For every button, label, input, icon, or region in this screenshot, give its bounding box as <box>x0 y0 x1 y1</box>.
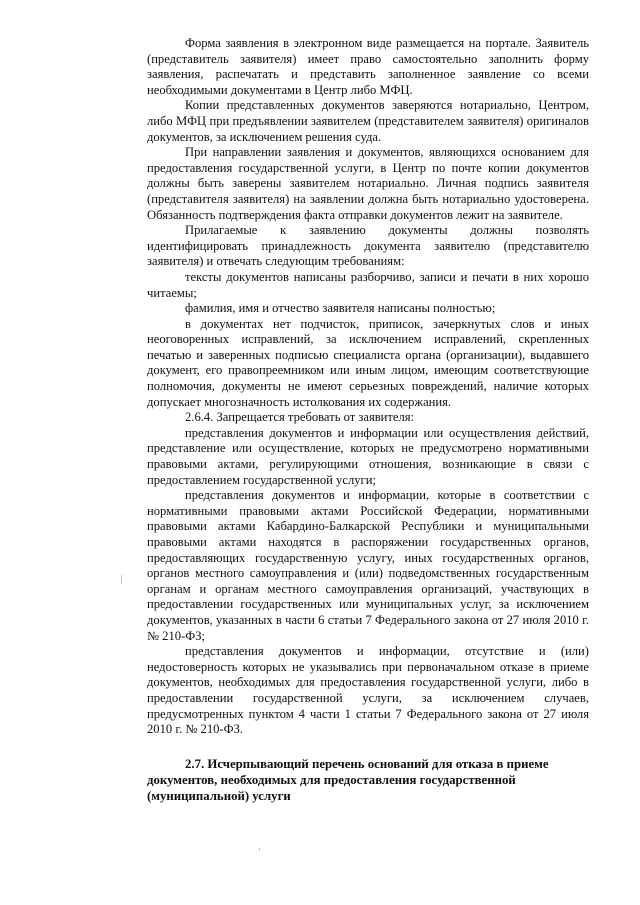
section-heading <box>147 756 589 804</box>
scan-artifact <box>259 848 260 851</box>
section-heading-2-7: 2.7. Исчерпывающий перечень оснований для отказа в приеме документов, необходимых для предоставления государственной (муниципальной) услуги <box>147 757 549 803</box>
paragraph-requirement-no-corrections: в документах нет подчисток, приписок, зачеркнутых слов и иных неоговоренных исправлений, за исключением исправлений, скрепленных печатью и заверенных подписью специалиста органа (организации), выдавшего документ, его правопреемником или иным лицом, имеющим соответствующие полномочия, документы не имеют серьезных повреждений, наличие которых допускает многозначность истолкования их содержания. <box>147 316 589 409</box>
scan-artifact <box>121 575 122 584</box>
paragraph-copies-certification: Копии представленных документов заверяются нотариально, Центром, либо МФЦ при предъявлении заявителем (представителем заявителя) оригиналов документов, за исключением решения суда. <box>147 98 589 144</box>
paragraph-electronic-form: Форма заявления в электронном виде размещается на портале. Заявитель (представитель заявителя) имеет право самостоятельно заполнить форму заявления, распечатать и представить заполненное заявление со всеми необходимыми документами в Центр либо МФЦ. <box>147 36 589 97</box>
paragraph-prohibited-missing-info: представления документов и информации, отсутствие и (или) недостоверность которых не указывались при первоначальном отказе в приеме документов, необходимых для предоставления государственной услуги, либо в предоставлении государственной услуги, за исключением случаев, предусмотренных пунктом 4 части 1 статьи 7 Федерального закона от 27 июля 2010 г. № 210-ФЗ. <box>147 644 589 737</box>
paragraph-2-6-4: 2.6.4. Запрещается требовать от заявителя: <box>185 410 415 425</box>
paragraph-postal-submission: При направлении заявления и документов, являющихся основанием для предоставления государственной услуги, в Центр по почте копии документов должны быть заверены заявителем нотариально. Личная подпись заявителя (представителя заявителя) на заявлении должна быть нотариально удостоверена. Обязанность подтверждения факта отправки документов лежит на заявителе. <box>147 145 589 222</box>
body-text <box>147 36 589 738</box>
paragraph-requirement-legible: тексты документов написаны разборчиво, записи и печати в них хорошо читаемы; <box>147 269 589 300</box>
paragraph-prohibited-actions: представления документов и информации или осуществления действий, представление или осуществление, которых не предусмотрено нормативными правовыми актами, регулирующими отношения, возникающие в связи с предоставлением государственной услуги; <box>147 425 589 487</box>
paragraph-requirement-full-name: фамилия, имя и отчество заявителя написаны полностью; <box>185 301 496 316</box>
paragraph-document-requirements: Прилагаемые к заявлению документы должны позволять идентифицировать принадлежность документа заявителю (представителю заявителя) и отвечать следующим требованиям: <box>147 223 589 269</box>
paragraph-prohibited-documents: представления документов и информации, которые в соответствии с нормативными правовыми актами Российской Федерации, нормативными правовыми актами Кабардино-Балкарской Республики и муниципальными правовыми актами находятся в распоряжении государственных органов, предоставляющих государственную услугу, иных государственных органов, органов местного самоуправления и (или) подведомственных государственным органам и органам местного самоуправления организаций, участвующих в предоставлении государственных или муниципальных услуг, за исключением документов, указанных в части 6 статьи 7 Федерального закона от 27 июля 2010 г. № 210-ФЗ; <box>147 488 589 643</box>
